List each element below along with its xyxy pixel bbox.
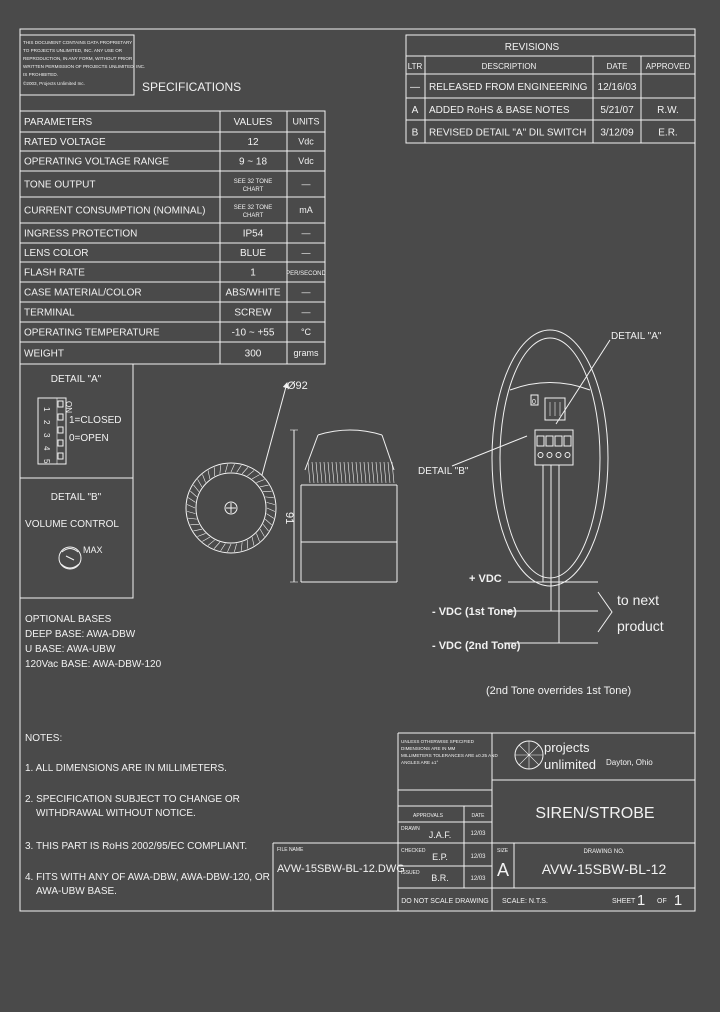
side-rib — [308, 462, 310, 483]
spec-parameter: CURRENT CONSUMPTION (NOMINAL) — [24, 205, 206, 217]
rib-mark — [252, 537, 254, 545]
rib-mark — [198, 479, 202, 486]
sheet-label: SHEET — [612, 898, 636, 905]
issued-label: ISSUED — [401, 870, 420, 876]
minus-vdc-1st-label: - VDC (1st Tone) — [432, 606, 517, 618]
checked-label: CHECKED — [401, 848, 426, 854]
siren-rear-view — [418, 330, 662, 586]
rib-mark — [193, 529, 201, 531]
diameter-dimension: Ø92 — [287, 380, 308, 392]
rib-mark — [265, 519, 271, 525]
revisions-title: REVISIONS — [504, 42, 560, 53]
approvals-header: APPROVALS — [413, 813, 443, 819]
spec-parameter: TONE OUTPUT — [24, 179, 96, 191]
spec-value: 9 ~ 18 — [238, 156, 268, 168]
do-not-scale: DO NOT SCALE DRAWING — [401, 898, 489, 905]
rib-mark — [227, 544, 231, 552]
spec-unit: — — [301, 228, 311, 238]
spec-parameter: INGRESS PROTECTION — [24, 228, 138, 240]
side-rib — [368, 462, 370, 483]
side-rib — [380, 462, 382, 483]
rev-cell: RELEASED FROM ENGINEERING — [429, 82, 588, 93]
rev-header: DESCRIPTION — [481, 62, 537, 71]
sheet-total: 1 — [673, 892, 683, 909]
spec-parameter: LENS COLOR — [24, 248, 89, 259]
checked-by: E.P. — [432, 852, 448, 862]
side-rib — [320, 462, 322, 483]
switch-number: 4 — [42, 446, 51, 451]
wiring-note: (2nd Tone overrides 1st Tone) — [486, 685, 632, 697]
siren-side-view — [283, 430, 397, 582]
detail-a-box — [20, 364, 133, 478]
volume-zero-label: 0 — [532, 399, 536, 406]
drawing-no-header: DRAWING NO. — [583, 849, 625, 855]
rib-mark — [225, 464, 227, 472]
rib-mark — [260, 485, 268, 487]
optional-base: U BASE: AWA-UBW — [25, 644, 116, 655]
side-rib — [360, 462, 362, 483]
rev-cell: 12/16/03 — [597, 82, 637, 93]
tolerance-line: UNLESS OTHERWISE SPECIFIED — [401, 739, 474, 744]
side-rib — [356, 462, 358, 483]
size-value: A — [496, 860, 510, 880]
spec-unit: — — [301, 307, 311, 317]
detail-a-callout: DETAIL "A" — [611, 331, 662, 342]
rib-mark — [265, 497, 274, 498]
spec-parameter: RATED VOLTAGE — [24, 137, 106, 148]
company-logo-icon — [515, 741, 543, 769]
side-rib — [372, 462, 374, 483]
proprietary-notice — [20, 35, 145, 95]
rib-mark — [188, 518, 197, 519]
rib-mark — [260, 529, 264, 536]
spec-unit: PER/SECOND — [286, 271, 326, 277]
minus-vdc-2nd-label: - VDC (2nd Tone) — [432, 640, 521, 652]
rib-mark — [187, 504, 195, 508]
terminal-screw — [564, 436, 571, 446]
notice-line: IS PROHIBITED. — [23, 72, 58, 77]
side-rib — [332, 462, 334, 483]
rib-mark — [198, 533, 206, 536]
rib-mark — [188, 498, 195, 503]
side-rib — [388, 462, 390, 483]
optional-base: 120Vac BASE: AWA-DBW-120 — [25, 659, 162, 670]
spec-parameter: OPERATING TEMPERATURE — [24, 327, 160, 339]
notice-line: TO PROJECTS UNLIMITED, INC. ANY USE OR — [23, 48, 123, 53]
rib-mark — [187, 511, 195, 513]
company-name-2: unlimited — [544, 757, 597, 772]
side-rib — [340, 462, 342, 483]
tolerance-line: MILLIMETERS TOLERANCES ARE ±0.25 AND — [401, 753, 498, 758]
revisions-table — [406, 35, 695, 143]
rib-mark — [190, 491, 196, 497]
notice-line: THIS DOCUMENT CONTAINS DATA PROPRIETARY — [23, 40, 133, 45]
spec-unit: — — [301, 247, 311, 258]
rib-mark — [252, 475, 259, 479]
terminal-screw — [565, 453, 570, 458]
spec-parameter: WEIGHT — [24, 348, 64, 360]
spec-unit: UNITS — [292, 116, 320, 127]
rib-mark — [241, 542, 242, 551]
rib-mark — [208, 470, 210, 478]
rib-mark — [256, 479, 264, 482]
side-rib — [392, 462, 394, 483]
spec-value: SCREW — [234, 307, 272, 319]
tolerance-line: DIMENSIONS ARE IN MM — [401, 746, 456, 751]
checked-date: 12/03 — [470, 854, 486, 860]
switch-number: 2 — [42, 420, 51, 425]
spec-unit: — — [301, 287, 311, 297]
note-item: AWA-UBW BASE. — [36, 886, 117, 897]
rib-mark — [202, 475, 205, 483]
drawing-number: AVW-15SBW-BL-12 — [541, 861, 667, 877]
rib-mark — [234, 544, 236, 552]
to-next-label: to next — [617, 592, 660, 608]
side-rib — [344, 462, 346, 483]
rib-mark — [231, 464, 235, 472]
rev-cell: 3/12/09 — [600, 127, 634, 139]
detail-b-title: DETAIL "B" — [50, 492, 102, 503]
rib-mark — [202, 537, 209, 541]
notice-line: WRITTEN PERMISSION OF PROJECTS UNLIMITED, INC. — [23, 64, 146, 69]
terminal-screw — [547, 453, 552, 458]
notes-title: NOTES: — [25, 733, 63, 744]
issued-date: 12/03 — [470, 876, 486, 882]
spec-value: 1 — [250, 267, 256, 279]
note-item: 3. THIS PART IS RoHS 2002/95/EC COMPLIANT. — [25, 841, 248, 852]
detail-b-box — [20, 478, 133, 598]
side-rib — [336, 462, 338, 483]
rev-cell: A — [411, 105, 419, 116]
rev-cell: R.W. — [657, 105, 679, 116]
drawn-by: J.A.F. — [428, 830, 452, 840]
specifications-title: SPECIFICATIONS — [142, 80, 242, 94]
company-name-1: projects — [544, 740, 590, 755]
spec-parameter: TERMINAL — [24, 307, 75, 319]
rev-header: APPROVED — [645, 62, 691, 71]
title-block — [273, 733, 695, 911]
file-name-header: FILE NAME — [277, 847, 304, 853]
side-rib — [348, 462, 350, 483]
sheet-of: OF — [657, 898, 667, 905]
company-location: Dayton, Ohio — [606, 758, 653, 767]
spec-value: 12 — [247, 137, 259, 148]
file-name: AVW-15SBW-BL-12.DWG — [277, 863, 405, 875]
side-rib — [328, 462, 330, 483]
detail-b-callout: DETAIL "B" — [418, 466, 469, 477]
rib-mark — [221, 544, 226, 551]
rib-mark — [214, 542, 220, 548]
rev-cell: — — [410, 82, 420, 93]
rib-mark — [194, 485, 199, 492]
spec-value: SEE 32 TONE — [233, 179, 273, 185]
note-item: 2. SPECIFICATION SUBJECT TO CHANGE OR — [25, 794, 240, 805]
rib-mark — [267, 508, 275, 512]
date-header: DATE — [471, 813, 485, 819]
spec-unit: Vdc — [298, 156, 314, 166]
terminal-screw — [546, 436, 553, 446]
side-rib — [364, 462, 366, 483]
side-rib — [316, 462, 318, 483]
product-label: product — [617, 618, 664, 634]
note-item: 4. FITS WITH ANY OF AWA-DBW, AWA-DBW-120, OR — [25, 872, 270, 883]
rib-mark — [208, 540, 215, 545]
side-rib — [376, 462, 378, 483]
spec-parameter: OPERATING VOLTAGE RANGE — [24, 156, 170, 168]
spec-unit: mA — [299, 205, 313, 215]
side-rib — [384, 462, 386, 483]
detail-b-subtitle: VOLUME CONTROL — [25, 519, 119, 530]
spec-value: IP54 — [242, 228, 264, 240]
spec-value: CHART — [242, 213, 264, 219]
spec-value: 300 — [244, 348, 262, 360]
spec-value: VALUES — [233, 117, 273, 128]
detail-a-title: DETAIL "A" — [50, 374, 102, 385]
tolerance-line: ANGLES ARE ±1° — [401, 760, 439, 765]
spec-unit: grams — [293, 348, 319, 358]
rev-cell: REVISED DETAIL "A" DIL SWITCH — [429, 127, 587, 139]
side-rib — [312, 462, 314, 483]
switch-number: 3 — [42, 433, 51, 438]
scale-label: SCALE: N.T.S. — [502, 898, 548, 905]
spec-value: CHART — [242, 187, 264, 193]
drawn-date: 12/03 — [470, 831, 486, 837]
rev-cell: B — [411, 127, 419, 139]
side-rib — [352, 462, 354, 483]
spec-value: -10 ~ +55 — [231, 327, 275, 339]
rib-mark — [256, 533, 259, 541]
switch-on-label: ON — [64, 401, 73, 413]
height-dimension: 91 — [283, 512, 295, 525]
rib-mark — [237, 465, 242, 472]
specifications-table — [20, 111, 326, 364]
spec-value: SEE 32 TONE — [233, 205, 273, 211]
notice-line: REPRODUCTION, IN ANY FORM, WITHOUT PRIOR — [23, 56, 133, 61]
spec-value: BLUE — [239, 248, 267, 259]
terminal-screw — [537, 436, 544, 446]
terminal-screw — [556, 453, 561, 458]
siren-top-view — [186, 380, 308, 553]
notice-line: ©2003, Projects Unlimited Inc. — [23, 81, 85, 86]
rib-mark — [267, 514, 274, 519]
drawn-label: DRAWN — [401, 826, 420, 832]
open-label: 0=OPEN — [69, 433, 109, 444]
volume-knob-icon — [59, 547, 81, 569]
note-item: 1. ALL DIMENSIONS ARE IN MILLIMETERS. — [25, 763, 227, 774]
rib-mark — [267, 502, 275, 504]
spec-unit: Vdc — [298, 136, 314, 147]
rib-mark — [220, 465, 221, 474]
notes — [25, 733, 270, 897]
rev-cell: 5/21/07 — [600, 105, 634, 116]
spec-value: ABS/WHITE — [225, 287, 281, 299]
optional-base: DEEP BASE: AWA-DBW — [25, 629, 136, 640]
closed-label: 1=CLOSED — [69, 415, 122, 426]
spec-parameter: FLASH RATE — [24, 267, 85, 279]
issued-by: B.R. — [431, 873, 449, 883]
rib-mark — [263, 524, 268, 531]
terminal-screw — [555, 436, 562, 446]
rev-cell: ADDED RoHS & BASE NOTES — [429, 105, 570, 116]
note-item: WITHDRAWAL WITHOUT NOTICE. — [36, 808, 196, 819]
rev-header: DATE — [606, 62, 628, 71]
optional-bases-title: OPTIONAL BASES — [25, 614, 112, 625]
rev-header: LTR — [407, 62, 423, 71]
rib-mark — [242, 467, 248, 473]
plus-vdc-label: + VDC — [469, 573, 502, 585]
switch-number: 5 — [42, 459, 51, 464]
side-rib — [324, 462, 326, 483]
switch-number: 1 — [42, 407, 51, 412]
optional-bases — [25, 614, 162, 670]
terminal-screw — [538, 453, 543, 458]
sheet-number: 1 — [636, 892, 646, 909]
max-label: MAX — [83, 545, 103, 555]
rev-cell: E.R. — [658, 127, 678, 139]
wiring-diagram — [432, 465, 664, 697]
spec-unit: °C — [300, 327, 312, 337]
spec-header: PARAMETERS — [24, 117, 93, 128]
rib-mark — [247, 471, 254, 476]
size-header: SIZE — [497, 848, 509, 854]
part-title: SIREN/STROBE — [535, 805, 655, 822]
spec-unit: — — [301, 179, 311, 189]
spec-parameter: CASE MATERIAL/COLOR — [24, 287, 142, 299]
